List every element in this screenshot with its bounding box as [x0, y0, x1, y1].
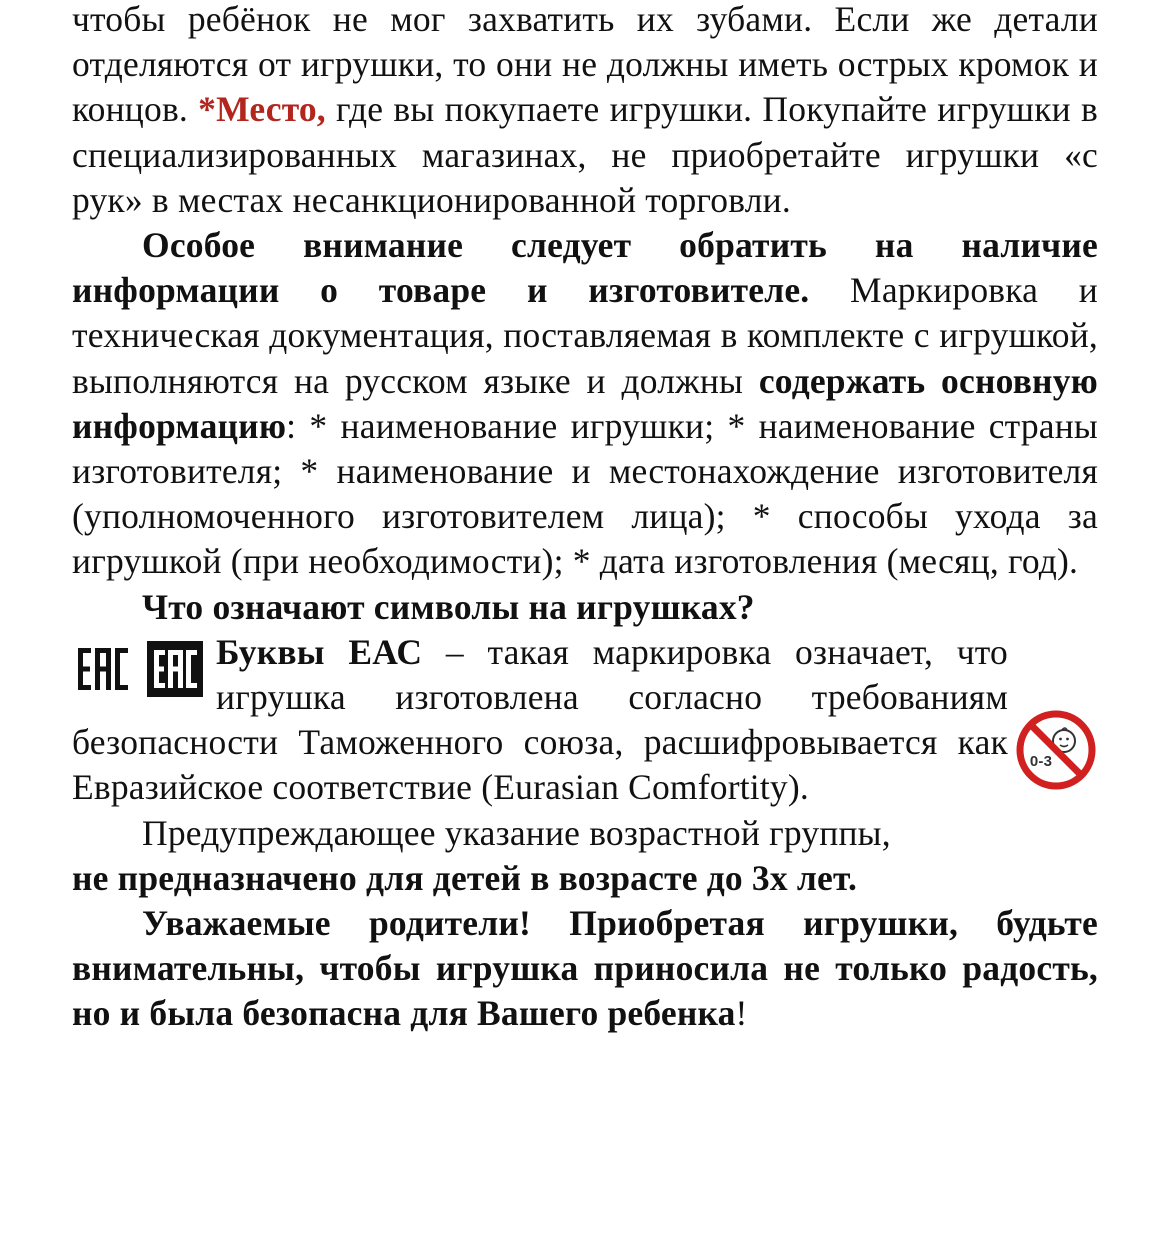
eac-description: [72, 630, 1098, 811]
eac-section: [72, 630, 1098, 811]
no-under-3-icon: [1014, 708, 1098, 792]
closing-bold: Уважаемые родители! Приобретая игрушки, будьте внимательны, чтобы игрушка приносила не только радость, но и была безопасна для Вашего ребенка: [72, 903, 1098, 1034]
closing-end: !: [735, 993, 748, 1034]
closing-paragraph: [72, 901, 1098, 1037]
paragraph-information: [72, 223, 1098, 585]
paragraph-text: где вы покупаете игрушки. Покупайте игрушки в специализированных магазинах, не приобретайте игрушки «с рук» в местах несанкционированной торговли.: [72, 89, 1098, 220]
age-warning-bold-text: не предназначено для детей в возрасте до 3х лет.: [72, 857, 858, 898]
age-warning-text: Предупреждающее указание возрастной группы,: [142, 812, 891, 853]
eac-bold-lead: Буквы ЕАС: [216, 631, 423, 672]
age-label: 0-3: [1029, 752, 1053, 770]
paragraph-text: : * наименование игрушки; * наименование страны изготовителя; * наименование и местонахождение изготовителя (уполномоченного изготовителем лица); * способы ухода за игрушкой (при необходимости); * дата изготовления (месяц, год).: [72, 405, 1098, 582]
eac-boxed-logo-icon: [143, 638, 205, 700]
symbols-heading: Что означают символы на игрушках?: [142, 586, 755, 627]
paragraph-text: чтобы ребёнок не мог захватить их зубами. Если же детали отделяются от игрушки, то они не должны иметь острых кромок и концов.: [72, 0, 1098, 130]
age-warning-bold: [72, 856, 1098, 901]
eac-logo-group: [72, 638, 212, 708]
paragraph-text: Маркировка и техническая документация, поставляемая в комплекте с игрушкой, выполняются на русском языке и должны: [72, 270, 1098, 401]
place-highlight: *Место,: [198, 89, 326, 130]
paragraph-toy-place: [72, 0, 1098, 223]
bold-phrase: содержать основную информацию: [72, 360, 1098, 446]
eac-text: – такая маркировка означает, что игрушка изготовлена согласно требованиям безопасности Таможенного союза, расшифровывается как Евразийское соответствие (Eurasian Comfortity).: [72, 631, 1008, 808]
document-page: [72, 0, 1098, 1037]
age-warning: [72, 811, 1098, 856]
bold-lead: Особое внимание следует обратить на наличие информации о товаре и изготовителе.: [72, 225, 1098, 311]
eac-logo-icon: [72, 638, 134, 700]
